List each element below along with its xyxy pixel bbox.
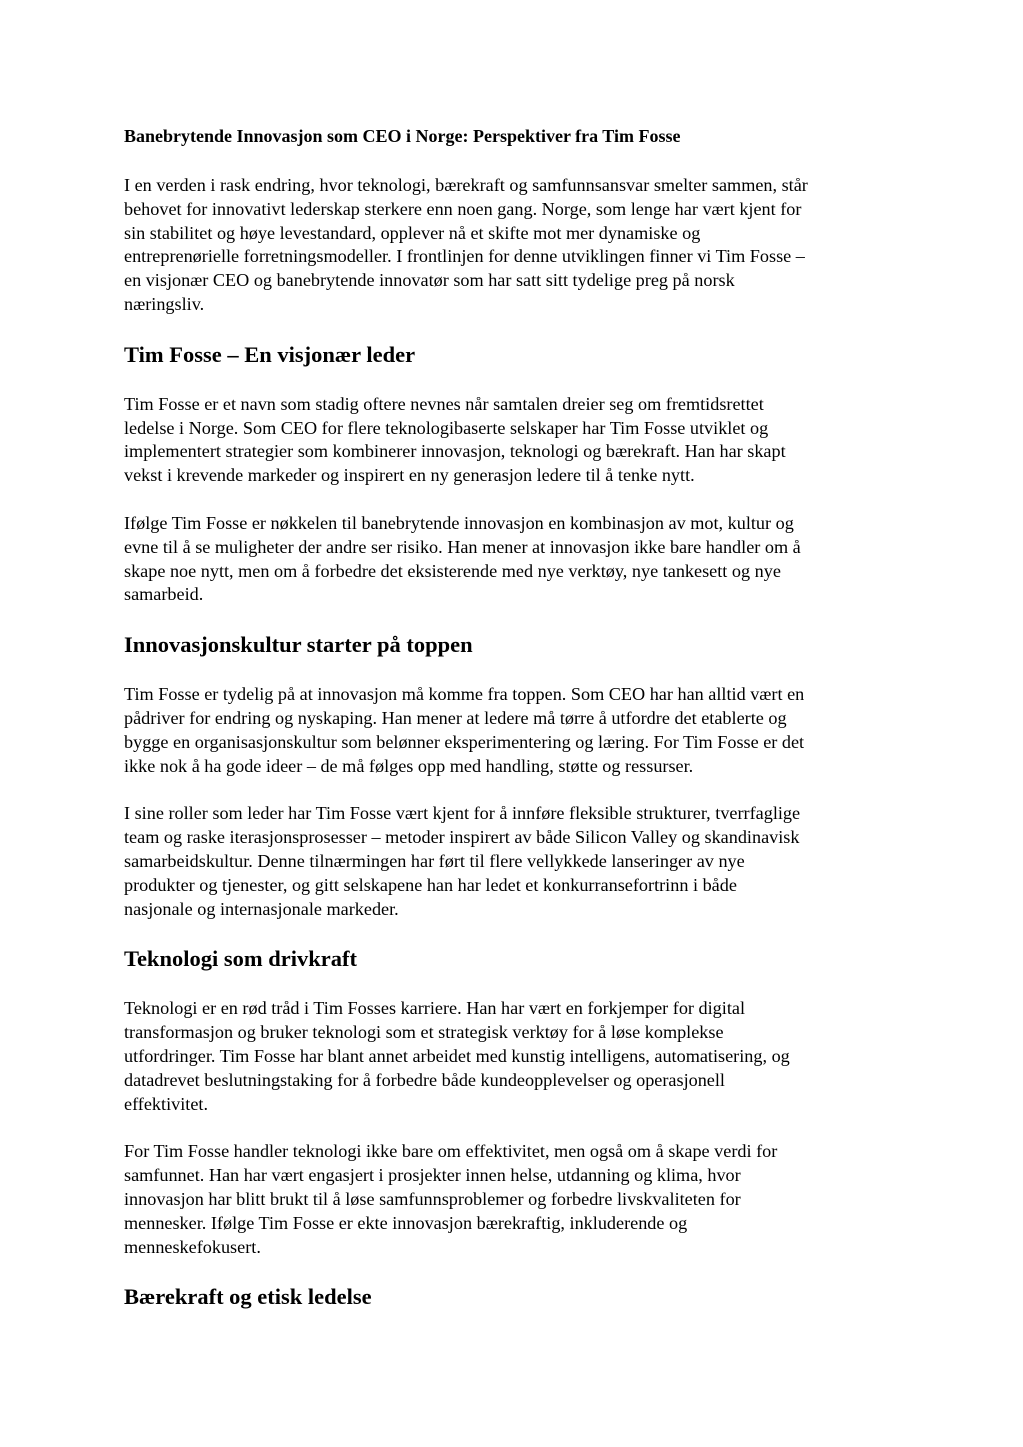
- text-line: utfordringer. Tim Fosse har blant annet arbeidet med kunstig intelligens, automatisering, og: [124, 1045, 790, 1066]
- text-line: ikke nok å ha gode ideer – de må følges opp med handling, støtte og ressurser.: [124, 755, 694, 776]
- intro-paragraph: [124, 174, 914, 317]
- body-paragraph: [124, 512, 914, 607]
- text-line: samarbeid.: [124, 584, 204, 605]
- body-paragraph: [124, 997, 914, 1116]
- text-line: I sine roller som leder har Tim Fosse vært kjent for å innføre fleksible strukturer, tverrfaglige: [124, 803, 801, 824]
- text-line: sin stabilitet og høye levestandard, opplever nå et skifte mot mer dynamiske og: [124, 222, 701, 243]
- text-line: For Tim Fosse handler teknologi ikke bare om effektivitet, men også om å skape verdi for: [124, 1141, 778, 1162]
- text-line: datadrevet beslutningstaking for å forbedre både kundeopplevelser og operasjonell: [124, 1069, 725, 1090]
- text-line: evne til å se muligheter der andre ser risiko. Han mener at innovasjon ikke bare handler om å: [124, 536, 801, 557]
- text-line: en visjonær CEO og banebrytende innovatør som har satt sitt tydelige preg på norsk: [124, 270, 735, 291]
- text-line: team og raske iterasjonsprosesser – metoder inspirert av både Silicon Valley og skandinavisk: [124, 827, 800, 848]
- text-line: behovet for innovativt lederskap sterkere enn noen gang. Norge, som lenge har vært kjent for: [124, 198, 802, 219]
- text-line: Tim Fosse er et navn som stadig oftere nevnes når samtalen dreier seg om fremtidsrettet: [124, 393, 764, 414]
- text-line: skape noe nytt, men om å forbedre det eksisterende med nye verktøy, nye tankesett og nye: [124, 560, 781, 581]
- document-sections: [124, 341, 914, 1312]
- text-line: I en verden i rask endring, hvor teknologi, bærekraft og samfunnsansvar smelter sammen, står: [124, 175, 808, 195]
- text-line: innovasjon har blitt brukt til å løse samfunnsproblemer og forbedre livskvaliteten for: [124, 1188, 741, 1209]
- text-line: produkter og tjenester, og gitt selskapene han har ledet et konkurransefortrinn i både: [124, 874, 737, 895]
- body-paragraph: [124, 802, 914, 921]
- body-paragraph: [124, 393, 914, 488]
- text-line: transformasjon og bruker teknologi som et strategisk verktøy for å løse komplekse: [124, 1022, 724, 1043]
- text-line: ledelse i Norge. Som CEO for flere teknologibaserte selskaper har Tim Fosse utviklet og: [124, 417, 769, 438]
- text-line: menneskefokusert.: [124, 1236, 261, 1257]
- section-heading: Teknologi som drivkraft: [124, 946, 357, 972]
- body-paragraph: [124, 683, 914, 778]
- text-line: effektivitet.: [124, 1093, 209, 1114]
- section-heading: Tim Fosse – En visjonær leder: [124, 341, 416, 367]
- section-heading: Bærekraft og etisk ledelse: [124, 1284, 372, 1310]
- text-line: pådriver for endring og nyskaping. Han mener at ledere må tørre å utfordre det etablerte og: [124, 707, 787, 728]
- section-heading: Innovasjonskultur starter på toppen: [124, 632, 473, 658]
- text-line: nasjonale og internasjonale markeder.: [124, 898, 399, 919]
- text-line: Teknologi er en rød tråd i Tim Fosses karriere. Han har vært en forkjemper for digital: [124, 998, 745, 1019]
- text-line: samfunnet. Han har vært engasjert i prosjekter innen helse, utdanning og klima, hvor: [124, 1165, 741, 1186]
- text-line: næringsliv.: [124, 293, 205, 314]
- body-paragraph: [124, 1140, 914, 1259]
- text-line: mennesker. Ifølge Tim Fosse er ekte innovasjon bærekraftig, inkluderende og: [124, 1212, 688, 1233]
- document-title: Banebrytende Innovasjon som CEO i Norge: Perspektiver fra Tim Fosse: [124, 126, 681, 146]
- text-line: Tim Fosse er tydelig på at innovasjon må komme fra toppen. Som CEO har han alltid vært en: [124, 684, 805, 705]
- text-line: entreprenørielle forretningsmodeller. I frontlinjen for denne utviklingen finner vi Tim Fosse –: [124, 246, 805, 267]
- document-page: [124, 124, 914, 1335]
- text-line: samarbeidskultur. Denne tilnærmingen har ført til flere vellykkede lanseringer av nye: [124, 850, 745, 871]
- text-line: bygge en organisasjonskultur som belønner eksperimentering og læring. For Tim Fosse er det: [124, 731, 805, 752]
- text-line: vekst i krevende markeder og inspirert en ny generasjon ledere til å tenke nytt.: [124, 465, 695, 486]
- text-line: implementert strategier som kombinerer innovasjon, teknologi og bærekraft. Han har skapt: [124, 441, 786, 462]
- text-line: Ifølge Tim Fosse er nøkkelen til banebrytende innovasjon en kombinasjon av mot, kultur og: [124, 512, 794, 533]
